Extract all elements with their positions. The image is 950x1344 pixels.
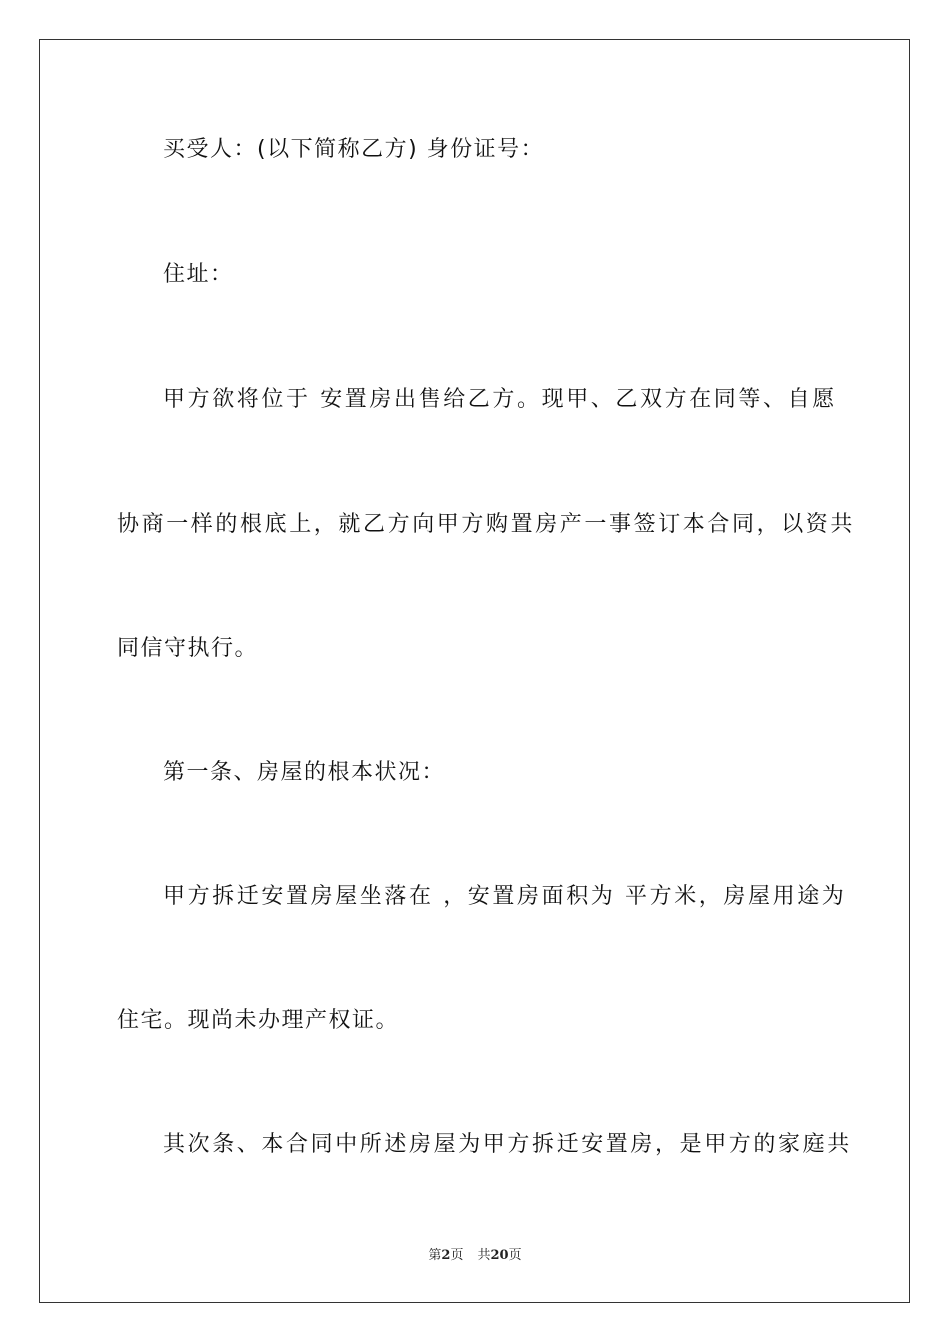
article-one-heading: 第一条、房屋的根本状况： [163,760,446,785]
total-prefix: 共 [477,1248,491,1263]
address-line: 住址： [163,262,234,287]
page-footer [0,1247,950,1265]
article-two-line-1: 其次条、本合同中所述房屋为甲方拆迁安置房，是甲方的家庭共 [163,1132,852,1157]
intro-paragraph-line-2: 协商一样的根底上，就乙方向甲方购置房产一事签订本合同，以资共 [117,512,856,537]
intro-paragraph-line-3: 同信守执行。 [117,636,259,661]
buyer-line: 买受人：(以下简称乙方) 身份证号： [163,137,545,162]
page-number: 2 [441,1248,451,1263]
page-frame [39,39,910,1303]
page-prefix: 第 [428,1248,442,1263]
page-suffix: 页 [450,1248,464,1263]
article-one-line-2: 住宅。现尚未办理产权证。 [117,1008,400,1033]
article-one-line-1: 甲方拆迁安置房屋坐落在 ，安置房面积为 平方米，房屋用途为 [163,884,847,909]
total-pages: 20 [490,1248,509,1263]
total-suffix: 页 [508,1248,522,1263]
intro-paragraph-line-1: 甲方欲将位于 安置房出售给乙方。现甲、乙双方在同等、自愿 [163,387,837,412]
